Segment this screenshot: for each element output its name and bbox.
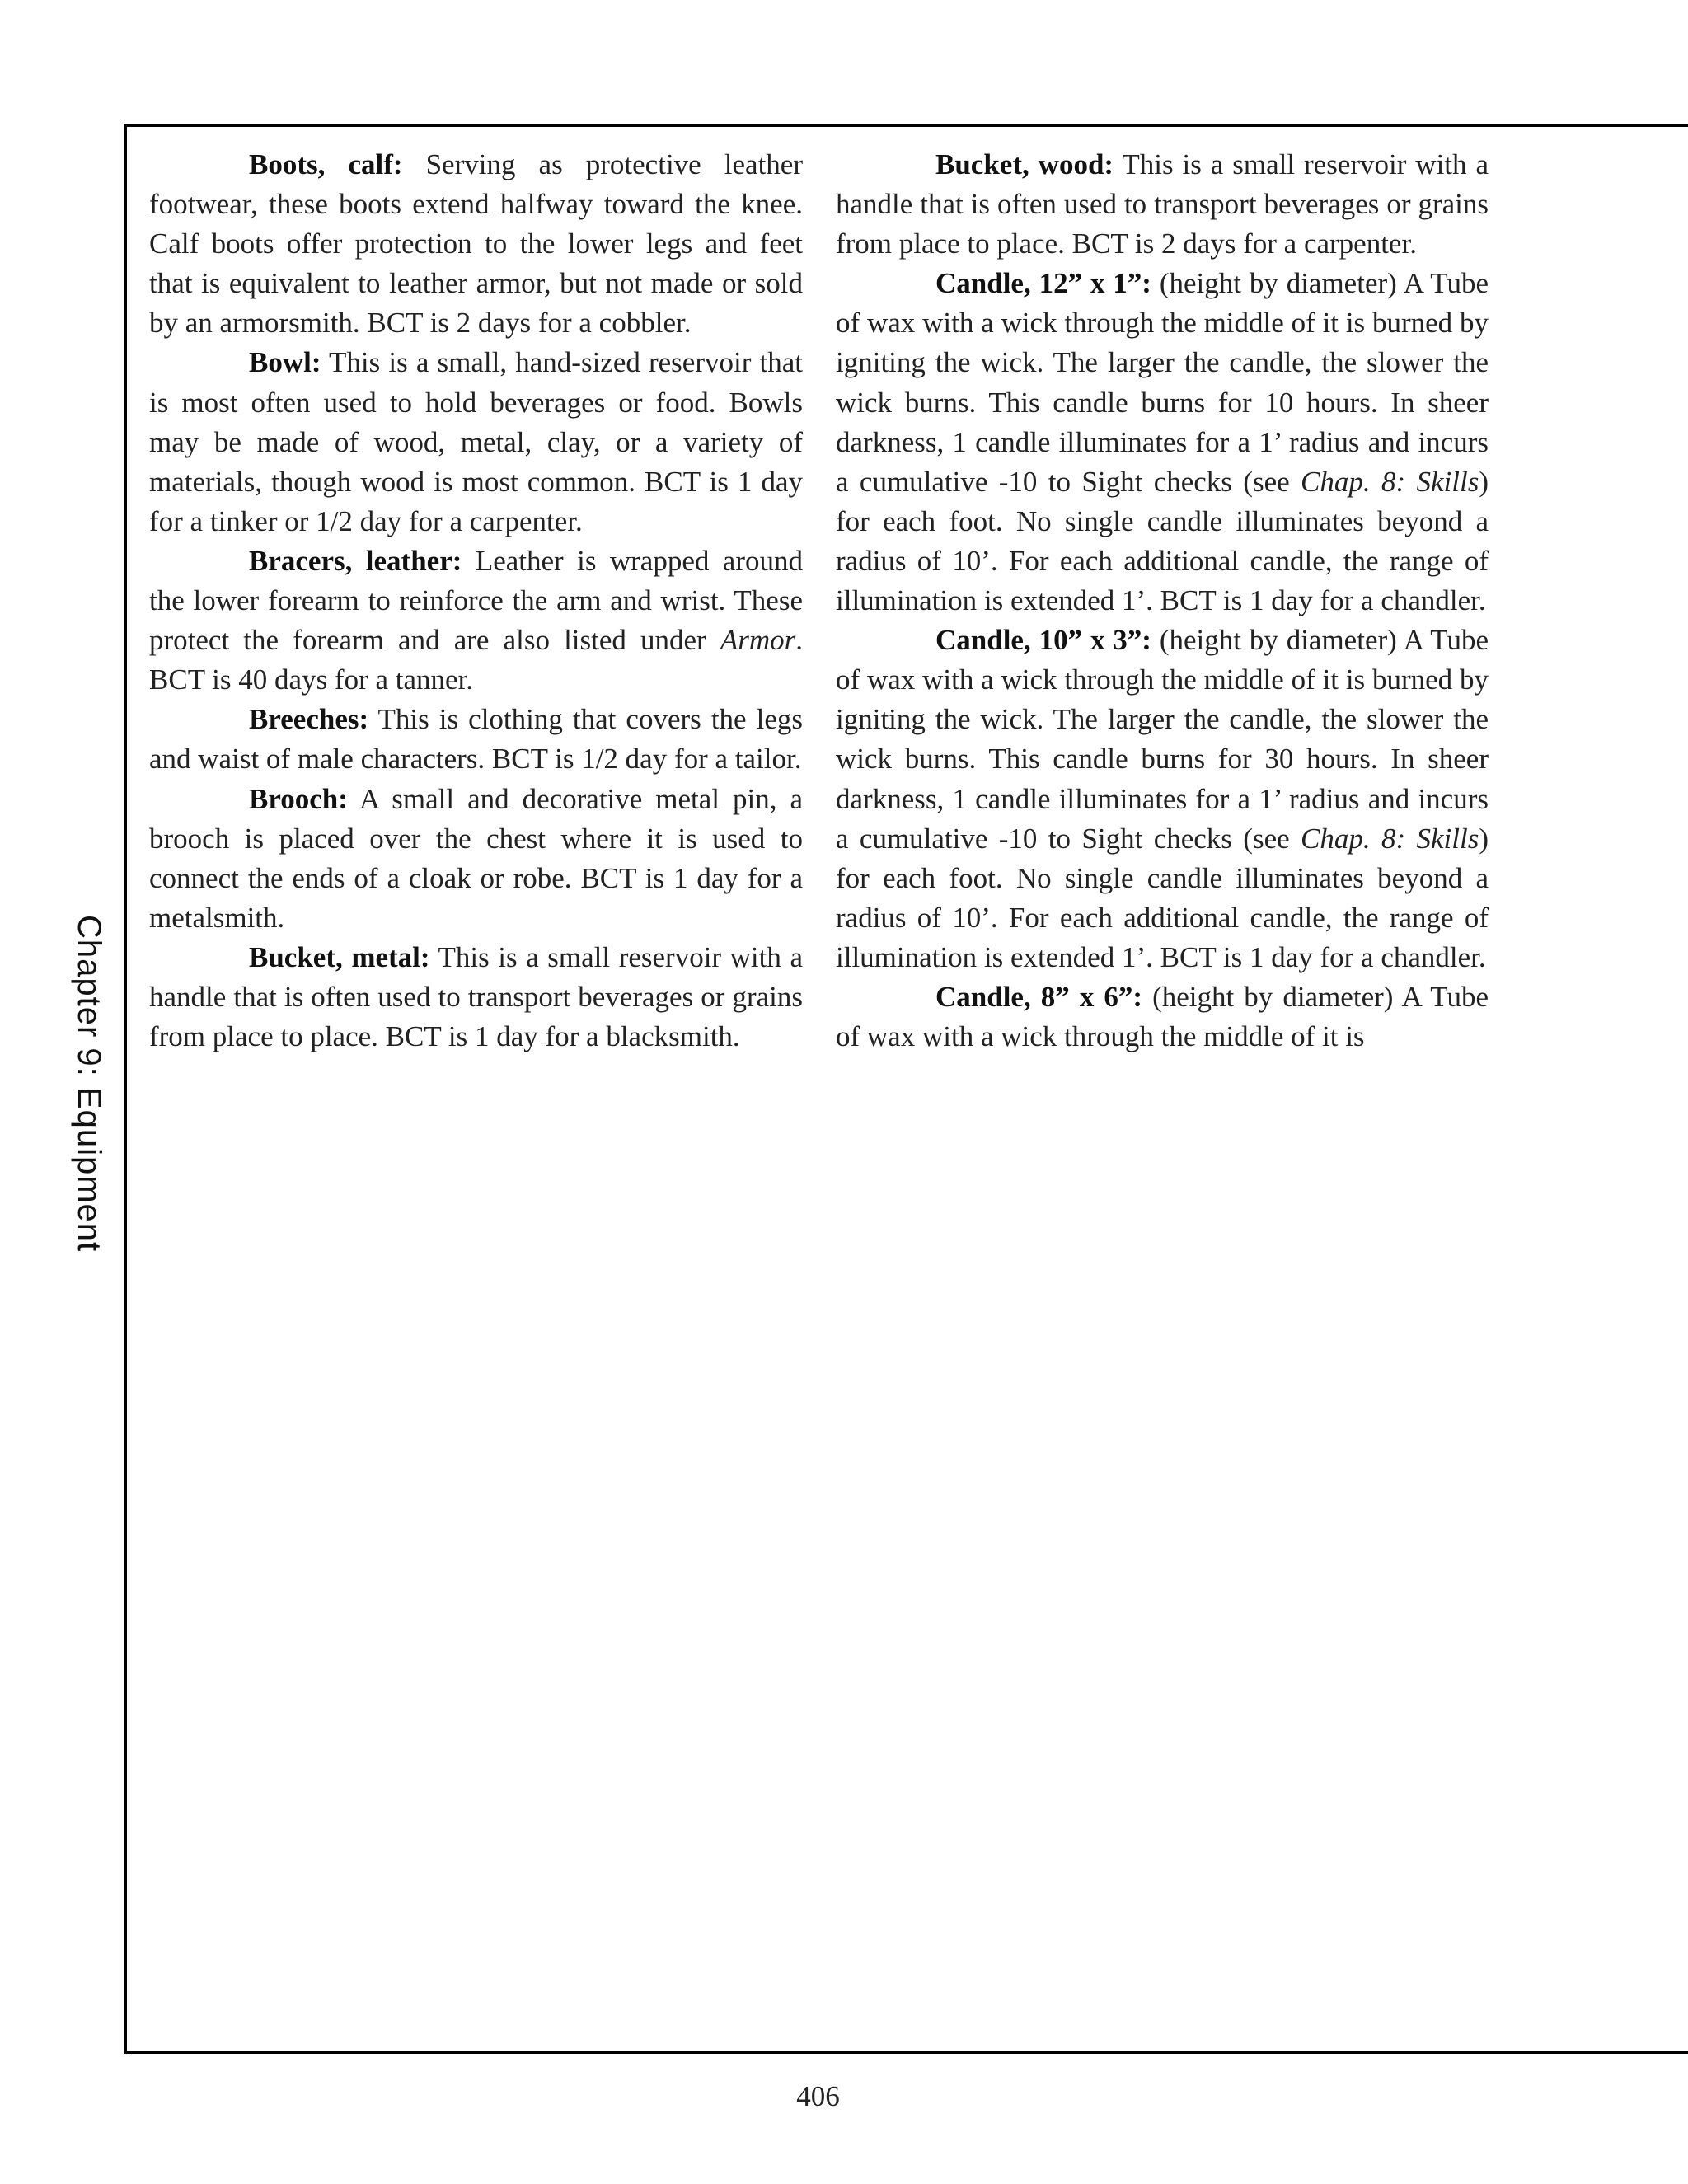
entry-text: This is a small reservoir with a handle that is often used to transport beverages or grains from place to place. BCT is 1 day for a blacksmith. — [149, 940, 803, 1053]
entry-term: Candle, 12” x 1”: — [935, 267, 1151, 300]
entry-text: This is a small, hand-sized reservoir that is most often used to hold beverages or food. Bowls may be made of wood, metal, clay, or a variety of materials, though wood is most common. BCT is 1 day for a tinker or 1/2 day for a carpenter. — [149, 346, 803, 537]
entry-term: Bucket, wood: — [935, 148, 1114, 180]
entry-text: (height by diameter) A Tube of wax with a wick through the middle of it is burned by igniting the wick. The larger the candle, the slower the wick burns. This candle burns for 30 hours. In sheer darkness, 1 candle illuminates for a 1’ radius and incurs a cumulative -10 to Sight checks (see — [836, 624, 1489, 855]
entry-term: Candle, 10” x 3”: — [935, 624, 1151, 657]
entry-italic-reference: Chap. 8: Skills — [1301, 465, 1479, 498]
entry-bowl — [149, 343, 803, 541]
page-number: 406 — [796, 2080, 840, 2112]
entry-text: (height by diameter) A Tube of wax with a wick through the middle of it is burned by igniting the wick. The larger the candle, the slower the wick burns. This candle burns for 10 hours. In sheer darkness, 1 candle illuminates for a 1’ radius and incurs a cumulative -10 to Sight checks (see — [836, 267, 1489, 498]
entry-term: Bucket, metal: — [249, 940, 430, 973]
entry-term: Brooch: — [249, 782, 348, 815]
entry-term: Bracers, leather: — [249, 544, 462, 577]
left-text-column — [149, 145, 803, 1057]
entry-term: Boots, calf: — [249, 148, 403, 180]
entry-text: Serving as protective leather footwear, these boots extend halfway toward the knee. Calf boots offer protection to the lower legs and feet that is equivalent to leather armor, but not made or sold by an armorsmith. BCT is 2 days for a cobbler. — [149, 148, 803, 340]
entry-breeches — [149, 700, 803, 779]
entry-text: This is clothing that covers the legs and waist of male characters. BCT is 1/2 day for a tailor. — [149, 703, 803, 776]
entry-bucket-metal — [149, 938, 803, 1057]
entry-text: ) for each foot. No single candle illuminates beyond a radius of 10’. For each additional candle, the range of illumination is extended 1’. BCT is 1 day for a chandler. — [836, 465, 1489, 617]
entry-bracers-leather — [149, 541, 803, 700]
entry-candle-10x3 — [836, 621, 1489, 977]
entry-brooch — [149, 780, 803, 938]
entry-text: A small and decorative metal pin, a brooch is placed over the chest where it is used to connect the ends of a cloak or robe. BCT is 1 day for a metalsmith. — [149, 782, 803, 934]
entry-text: ) for each foot. No single candle illuminates beyond a radius of 10’. For each additional candle, the range of illumination is extended 1’. BCT is 1 day for a chandler. — [836, 822, 1489, 973]
entry-text: (height by diameter) A Tube of wax with a wick through the middle of it is — [836, 980, 1489, 1053]
entry-candle-12x1 — [836, 264, 1489, 621]
entry-term: Candle, 8” x 6”: — [935, 980, 1143, 1013]
entry-term: Bowl: — [249, 346, 321, 379]
entry-italic-reference: Chap. 8: Skills — [1301, 822, 1479, 855]
entry-text: Leather is wrapped around the lower forearm to reinforce the arm and wrist. These protect the forearm and are also listed under — [149, 544, 803, 657]
right-text-column — [836, 145, 1489, 1057]
entry-italic-reference: Armor — [720, 624, 796, 657]
entry-bucket-wood — [836, 145, 1489, 264]
entry-text: This is a small reservoir with a handle that is often used to transport beverages or grains from place to place. BCT is 2 days for a carpenter. — [836, 148, 1489, 260]
entry-text: . BCT is 40 days for a tanner. — [149, 624, 803, 696]
entry-candle-8x6 — [836, 977, 1489, 1057]
entry-term: Breeches: — [249, 703, 369, 736]
entry-boots-calf — [149, 145, 803, 343]
chapter-side-title: Chapter 9: Equipment — [71, 915, 107, 1253]
